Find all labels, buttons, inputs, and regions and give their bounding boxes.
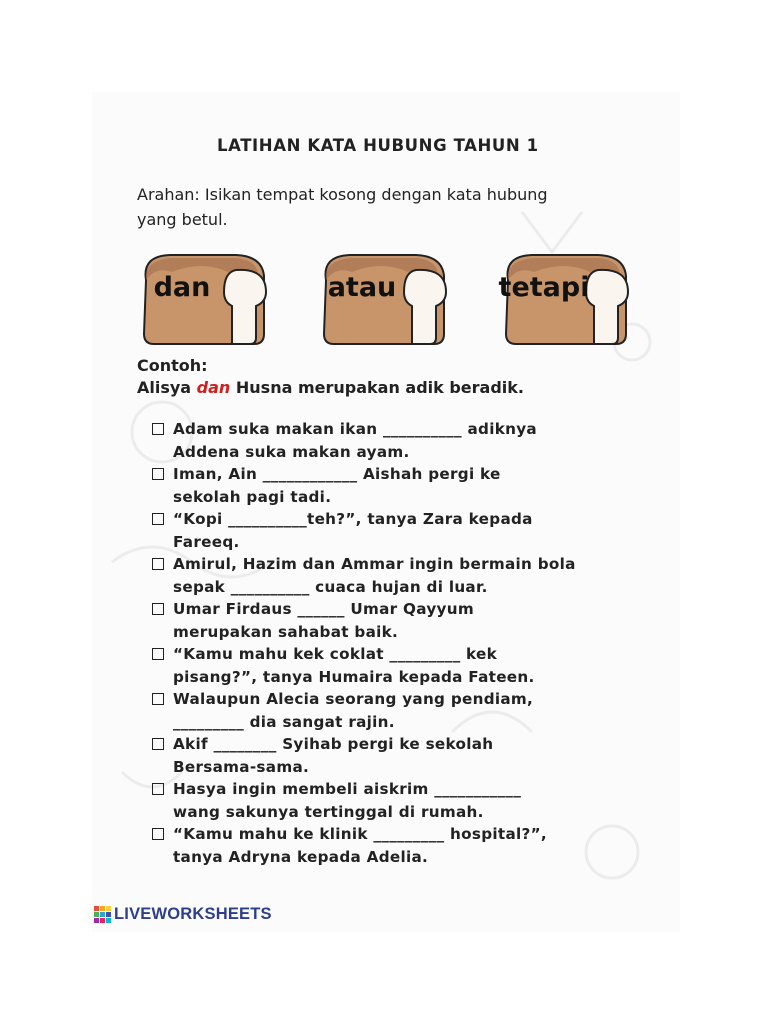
word-bank-bread-2 [312,250,452,350]
question-text: “Kamu mahu ke klinik _________ hospital?”, tanya Adryna kepada Adelia. [173,825,547,866]
checkbox-icon [152,513,164,525]
worksheet-title: LATIHAN KATA HUBUNG TAHUN 1 [217,136,539,155]
question-item [152,688,672,733]
logo-text: LIVEWORKSHEETS [114,904,272,923]
checkbox-icon [152,738,164,750]
instruction-text: Arahan: Isikan tempat kosong dengan kata hubung yang betul. [137,185,548,229]
liveworksheets-logo [94,903,272,925]
question-item [152,463,672,508]
example-highlight-word: dan [196,378,231,397]
question-text: Walaupun Alecia seorang yang pendiam, _________ dia sangat rajin. [173,690,534,731]
worksheet-page [92,92,680,932]
example-block [137,355,657,399]
question-text: Hasya ingin membeli aiskrim ___________ wang sakunya tertinggal di rumah. [173,780,522,821]
question-item [152,598,672,643]
word-bank-word: tetapi [498,272,590,303]
question-item [152,733,672,778]
question-item [152,643,672,688]
question-item [152,508,672,553]
question-item [152,778,672,823]
question-text: Akif ________ Syihab pergi ke sekolah Bersama-sama. [173,735,494,776]
checkbox-icon [152,468,164,480]
checkbox-icon [152,828,164,840]
question-text: “Kamu mahu kek coklat _________ kek pisang?”, tanya Humaira kepada Fateen. [173,645,535,686]
example-before: Alisya [137,378,197,397]
checkbox-icon [152,783,164,795]
word-bank-word: dan [153,272,211,303]
word-bank-word: atau [327,272,397,303]
question-list [152,418,672,868]
checkbox-icon [152,603,164,615]
question-text: Adam suka makan ikan __________ adiknya Addena suka makan ayam. [173,420,537,461]
example-after: Husna merupakan adik beradik. [230,378,524,397]
question-text: Iman, Ain ____________ Aishah pergi ke sekolah pagi tadi. [173,465,501,506]
question-item [152,823,672,868]
checkbox-icon [152,558,164,570]
question-text: “Kopi __________teh?”, tanya Zara kepada Fareeq. [173,510,533,551]
question-text: Umar Firdaus ______ Umar Qayyum merupakan sahabat baik. [173,600,474,641]
question-item [152,418,672,463]
example-label: Contoh: [137,356,208,375]
word-bank-bread-1 [132,250,272,350]
word-bank-bread-3 [494,250,634,350]
checkbox-icon [152,423,164,435]
example-sentence [137,377,657,399]
question-text: Amirul, Hazim dan Ammar ingin bermain bola sepak __________ cuaca hujan di luar. [173,555,576,596]
question-item [152,553,672,598]
logo-mark-icon [94,906,111,923]
checkbox-icon [152,693,164,705]
checkbox-icon [152,648,164,660]
